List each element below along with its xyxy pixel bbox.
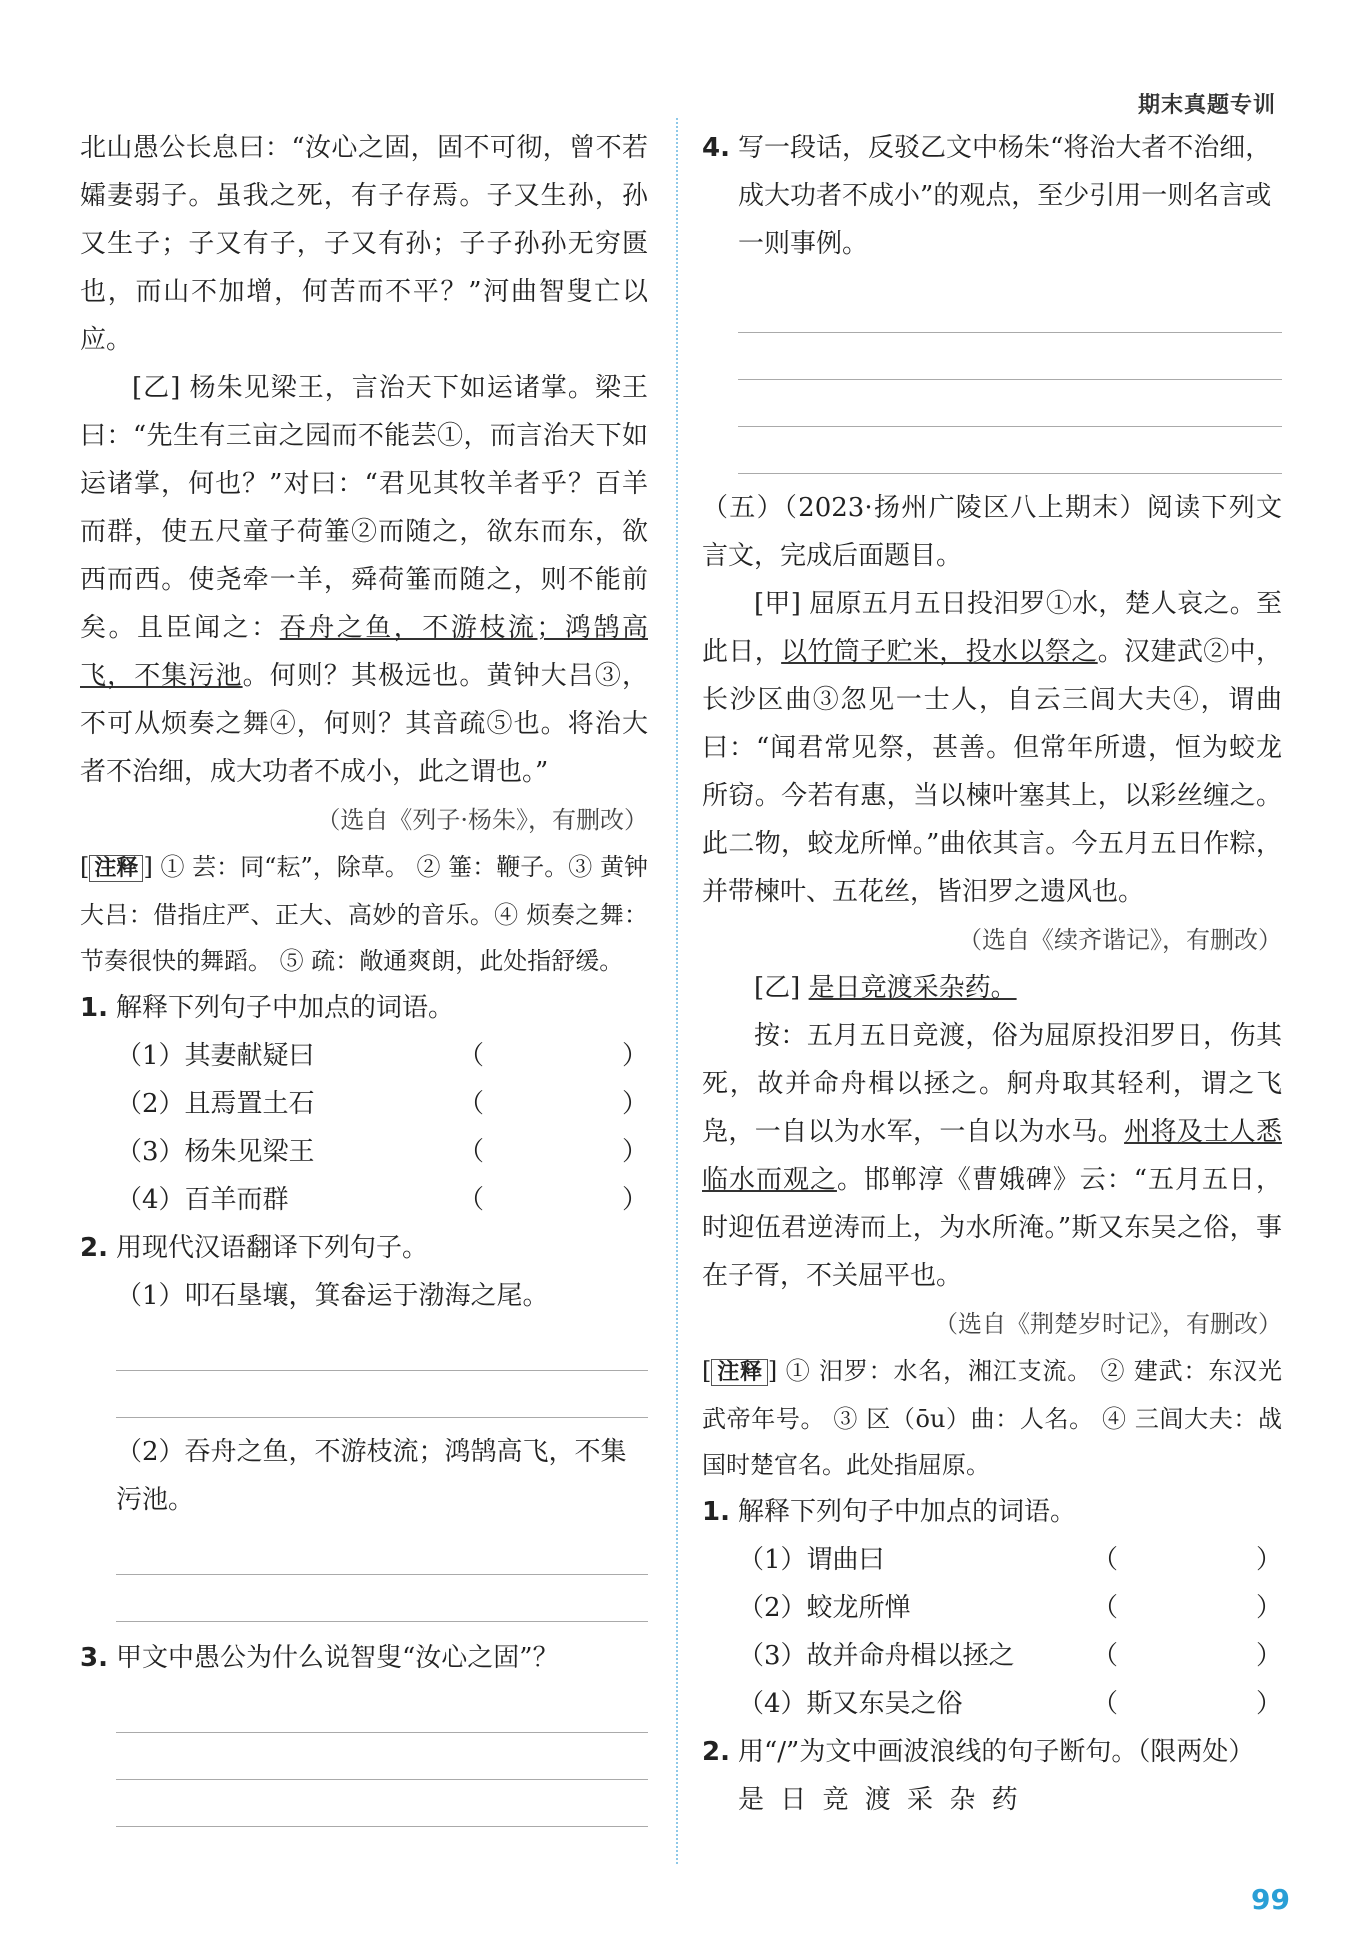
notes-text: ① 汨罗：水名，湘江支流。 ② 建武：东汉光武帝年号。 ③ 区（ōu）曲：人名。 ④ 三闾大夫：战国时楚官名。此处指屈原。 (702, 1357, 1282, 1479)
answer-line[interactable] (116, 1371, 648, 1418)
question-1 (80, 984, 648, 1032)
passage-jia-label: 甲 (764, 589, 791, 619)
question-item (116, 1032, 648, 1080)
paren-right: ） (621, 1089, 648, 1119)
question-item-text: （4）百羊而群 (116, 1185, 289, 1215)
answer-line[interactable] (738, 380, 1282, 427)
question-item (116, 1272, 648, 1320)
paren-left: （ (458, 1137, 485, 1167)
notes: [ 注释 ] ① 汨罗：水名，湘江支流。 ② 建武：东汉光武帝年号。 ③ 区（ōu）曲：人名。 ④ 三闾大夫：战国时楚官名。此处指屈原。 (702, 1357, 1282, 1479)
question-4 (702, 124, 1282, 268)
question-text: 甲文中愚公为什么说智叟“汝心之固”？ (116, 1643, 559, 1673)
paren-right: ） (1255, 1593, 1282, 1623)
answer-blank[interactable] (1092, 1632, 1282, 1680)
answer-line[interactable] (116, 1686, 648, 1733)
question-2 (702, 1728, 1282, 1776)
column-divider (676, 118, 678, 1864)
question-item-text: （4）斯又东吴之俗 (738, 1689, 963, 1719)
question-item (738, 1536, 1282, 1584)
question-item (738, 1584, 1282, 1632)
notes-text: ① 芸：同“耘”，除草。 ② 箠：鞭子。③ 黄钟大吕：借指庄严、正大、高妙的音乐。④ 烦奏之舞：节奏很快的舞蹈。 ⑤ 疏：敞通爽朗，此处指舒缓。 (80, 853, 648, 975)
question-item-text: （2）且焉置土石 (116, 1089, 315, 1119)
paren-left: （ (458, 1185, 485, 1215)
question-text: 解释下列句子中加点的词语。 (738, 1497, 1077, 1527)
passage-an-text-2: 。邯郸淳《曹娥碑》云：“五月五日，时迎伍君逆涛而上，为水所淹。”斯又东吴之俗，事在子胥，不关屈平也。 (702, 1165, 1282, 1291)
passage-yi-label: 乙 (142, 373, 171, 403)
question-item-text: （3）故并命舟楫以拯之 (738, 1641, 1015, 1671)
question-2 (80, 1224, 648, 1272)
answer-line[interactable] (738, 333, 1282, 380)
passage-yi-underlined: 吞舟之鱼，不游枝流；鸿鹄高飞，不集污池 (80, 613, 648, 691)
question-item (116, 1128, 648, 1176)
question-text: 解释下列句子中加点的词语。 (116, 993, 455, 1023)
page-header-title: 期末真题专训 (1137, 93, 1276, 118)
source-citation: （选自《续齐谐记》，有删改） (958, 926, 1282, 954)
paren-left: （ (1092, 1593, 1119, 1623)
notes-label: 注释 (89, 855, 143, 882)
passage-yi-text-2: 。何则？其极远也。黄钟大吕③，不可从烦奏之舞④，何则？其音疏⑤也。将治大者不治细，成大功者不成小，此之谓也。” (80, 661, 648, 787)
answer-blank[interactable] (458, 1032, 648, 1080)
answer-line[interactable] (116, 1324, 648, 1371)
paren-right: ） (621, 1137, 648, 1167)
question-item-text: （2）蛟龙所惮 (738, 1593, 911, 1623)
answer-blank[interactable] (458, 1176, 648, 1224)
question-item (116, 1080, 648, 1128)
source-citation: （选自《列子·杨朱》，有删改） (316, 806, 648, 834)
question-item-text: （1）其妻献疑曰 (116, 1041, 315, 1071)
answer-line[interactable] (738, 286, 1282, 333)
passage-jia-text: 屈原五月五日投汨罗①水，楚人哀之。至此日， (702, 589, 1282, 667)
question-number: 3. (80, 1643, 108, 1673)
passage-yi-label: 乙 (764, 973, 791, 1003)
sentence-to-punctuate[interactable]: 是 日 竞 渡 采 杂 药 (738, 1785, 1022, 1815)
question-text: 写一段话，反驳乙文中杨朱“将治大者不治细，成大功者不成小”的观点，至少引用一则名言或一则事例。 (738, 133, 1272, 259)
question-item-text: （1）谓曲曰 (738, 1545, 885, 1575)
answer-blank[interactable] (1092, 1536, 1282, 1584)
question-item (116, 1428, 648, 1524)
answer-blank[interactable] (1092, 1584, 1282, 1632)
answer-line[interactable] (116, 1528, 648, 1575)
question-item (738, 1680, 1282, 1728)
paren-right: ） (621, 1041, 648, 1071)
paren-left: （ (458, 1089, 485, 1119)
answer-line[interactable] (116, 1575, 648, 1622)
page-number: 99 (1251, 1883, 1290, 1916)
question-number: 1. (80, 993, 108, 1023)
answer-blank[interactable] (458, 1128, 648, 1176)
passage-yi: [乙] 是日竞渡采杂药。 (754, 973, 1017, 1003)
paren-right: ） (1255, 1689, 1282, 1719)
question-item (738, 1632, 1282, 1680)
question-item-text: （2）吞舟之鱼，不游枝流；鸿鹄高飞，不集污池。 (116, 1437, 627, 1515)
passage-continuation: 北山愚公长息曰：“汝心之固，固不可彻，曾不若孀妻弱子。虽我之死，有子存焉。子又生孙，孙又生子；子又有子，子又有孙；子子孙孙无穷匮也，而山不加增，何苦而不平？”河曲智叟亡以应。 (80, 133, 648, 355)
paren-right: ） (621, 1185, 648, 1215)
source-citation: （选自《荆楚岁时记》，有删改） (934, 1310, 1282, 1338)
question-3 (80, 1634, 648, 1682)
left-column (80, 124, 648, 1827)
section-5-title: （五）（2023·扬州广陵区八上期末）阅读下列文言文，完成后面题目。 (702, 493, 1282, 571)
question-1 (702, 1488, 1282, 1536)
question-number: 2. (80, 1233, 108, 1263)
question-item-text: （1）叩石垦壤，箕畚运于渤海之尾。 (116, 1281, 549, 1311)
question-number: 4. (702, 133, 730, 163)
passage-yi: [乙] 杨朱见梁王，言治天下如运诸掌。梁王曰：“先生有三亩之园而不能芸①，而言治天下如运诸掌，何也？”对曰：“君见其牧羊者乎？百羊而群，使五尺童子荷箠②而随之，欲东而东，欲西而西。使尧牵一羊，舜荷箠而随之，则不能前矣。且臣闻之：吞舟之鱼，不游枝流；鸿鹄高飞，不集污池。何则？其极远也。黄钟大吕③，不可从烦奏之舞④，何则？其音疏⑤也。将治大者不治细，成大功者不成小，此之谓也。” (80, 373, 648, 787)
answer-blank[interactable] (1092, 1680, 1282, 1728)
question-text: 用现代汉语翻译下列句子。 (116, 1233, 429, 1263)
paren-right: ） (1255, 1545, 1282, 1575)
right-column (702, 124, 1282, 1824)
notes-label: 注释 (711, 1359, 768, 1386)
paren-left: （ (1092, 1641, 1119, 1671)
question-item (116, 1176, 648, 1224)
paren-left: （ (1092, 1689, 1119, 1719)
answer-line[interactable] (116, 1733, 648, 1780)
passage-jia-text-2: 。汉建武②中，长沙区曲③忽见一士人，自云三闾大夫④，谓曲曰：“闻君常见祭，甚善。但常年所遗，恒为蛟龙所窃。今若有惠，当以楝叶塞其上，以彩丝缠之。此二物，蛟龙所惮。”曲依其言。今五月五日作粽，并带楝叶、五花丝，皆汨罗之遗风也。 (702, 637, 1282, 907)
notes: [ 注释 ] ① 芸：同“耘”，除草。 ② 箠：鞭子。③ 黄钟大吕：借指庄严、正大、高妙的音乐。④ 烦奏之舞：节奏很快的舞蹈。 ⑤ 疏：敞通爽朗，此处指舒缓。 (80, 853, 648, 975)
answer-blank[interactable] (458, 1080, 648, 1128)
question-text: 用“/”为文中画波浪线的句子断句。（限两处） (738, 1737, 1255, 1767)
answer-line[interactable] (116, 1780, 648, 1827)
passage-jia-underlined: 以竹筒子贮米，投水以祭之 (781, 637, 1098, 667)
paren-left: （ (1092, 1545, 1119, 1575)
passage-yi-text: 是日竞渡采杂药。 (808, 973, 1017, 1003)
paren-left: （ (458, 1041, 485, 1071)
passage-an-underlined: 州将及士人悉临水而观之 (702, 1117, 1282, 1195)
question-number: 1. (702, 1497, 730, 1527)
answer-line[interactable] (738, 427, 1282, 474)
passage-an (702, 1012, 1282, 1300)
passage-yi-text: 杨朱见梁王，言治天下如运诸掌。梁王曰：“先生有三亩之园而不能芸①，而言治天下如运诸掌，何也？”对曰：“君见其牧羊者乎？百羊而群，使五尺童子荷箠②而随之，欲东而东，欲西而西。使尧牵一羊，舜荷箠而随之，则不能前矣。且臣闻之： (80, 373, 648, 643)
paren-right: ） (1255, 1641, 1282, 1671)
question-number: 2. (702, 1737, 730, 1767)
passage-jia: [甲] 屈原五月五日投汨罗①水，楚人哀之。至此日，以竹筒子贮米，投水以祭之。汉建武②中，长沙区曲③忽见一士人，自云三闾大夫④，谓曲曰：“闻君常见祭，甚善。但常年所遗，恒为蛟龙所窃。今若有惠，当以楝叶塞其上，以彩丝缠之。此二物，蛟龙所惮。”曲依其言。今五月五日作粽，并带楝叶、五花丝，皆汨罗之遗风也。 (702, 589, 1282, 907)
question-item (738, 1776, 1282, 1824)
passage-an-text: 按：五月五日竞渡，俗为屈原投汨罗日，伤其死，故并命舟楫以拯之。舸舟取其轻利，谓之飞凫，一自以为水军，一自以为水马。 (702, 1021, 1282, 1147)
question-item-text: （3）杨朱见梁王 (116, 1137, 315, 1167)
